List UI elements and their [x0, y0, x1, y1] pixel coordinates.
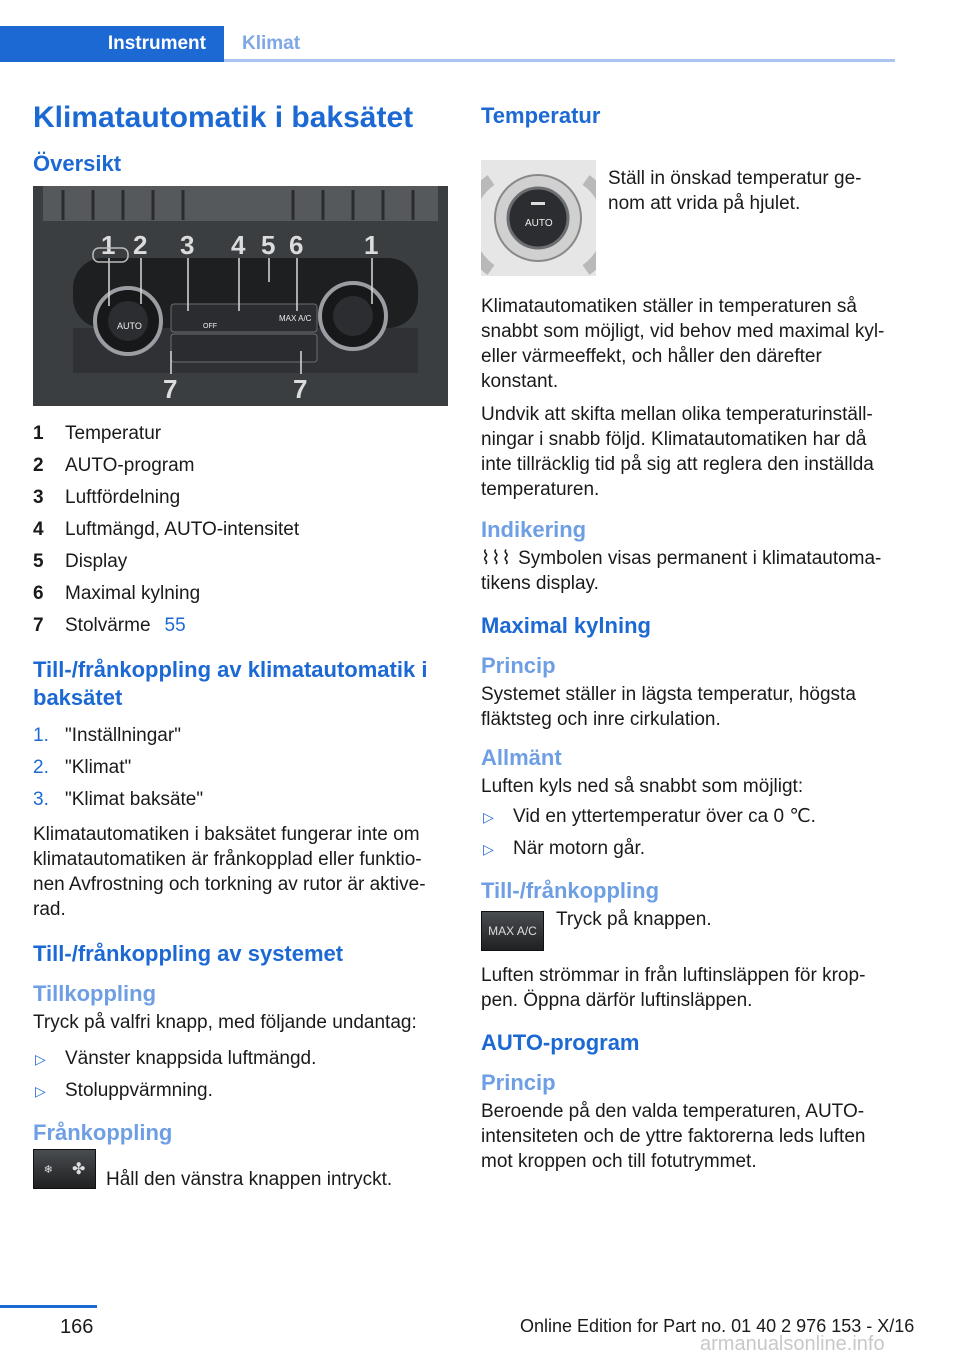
indication-heading: Indikering [481, 517, 587, 542]
auto-program-heading: AUTO-program [481, 1030, 640, 1055]
photo-max-label: MAX A/C [279, 314, 312, 323]
legend-item: 5 Display [33, 551, 128, 572]
dial-auto-label: AUTO [525, 218, 553, 229]
legend-item: 4 Luftmängd, AUTO-intensitet [33, 519, 300, 540]
step-item: 2. "Klimat" [33, 757, 132, 778]
photo-off-label: OFF [203, 323, 217, 330]
photo-callout-5: 5 [261, 230, 276, 260]
steps-list [33, 720, 448, 816]
off-button-thumbnail [33, 1149, 96, 1189]
left-column [33, 100, 448, 1204]
max-bullets [481, 801, 896, 865]
overview-heading: Översikt [33, 151, 122, 176]
max-onoff-heading: Till-/frånkoppling [481, 878, 660, 903]
on-text: Tryck på valfri knapp, med följande undantag: [33, 1012, 417, 1033]
edition-note: Online Edition for Part no. 01 40 2 976 153 - X/16 [520, 1316, 915, 1336]
legend-item: 7 Stolvärme 55 [33, 610, 448, 642]
temperature-dial-image [481, 160, 596, 276]
bullet-item: ▷ Vänster knappsida luftmängd. [33, 1043, 448, 1075]
step-item: 3. "Klimat baksäte" [33, 789, 204, 810]
off-heading: Frånkoppling [33, 1120, 173, 1145]
seat-off-icon: ❄ [43, 1163, 53, 1176]
onoff-heading: Till-/frånkoppling av klimatautomatik i baksätet [33, 657, 428, 710]
on-bullets [33, 1043, 448, 1107]
legend-list [33, 418, 448, 642]
max-onoff-p: Luften strömmar in från luftinsläppen för krop-pen. Öppna därför luftinsläppen. [481, 965, 866, 1011]
header-divider [224, 59, 895, 62]
page-number: 166 [60, 1316, 94, 1338]
temperature-p2: Undvik att skifta mellan olika temperaturinställ-ningar i snabb följd. Klimatautomatiken har då inte tillräcklig tid på sig att reglera den inställda temperaturen. [481, 404, 874, 500]
system-heading: Till-/frånkoppling av systemet [33, 941, 344, 966]
rear-climate-panel-photo [33, 186, 448, 406]
chapter-tabs [0, 26, 895, 62]
off-text: Håll den vänstra knappen intryckt. [106, 1169, 393, 1190]
temperature-p1: Klimatautomatiken ställer in temperaturen så snabbt som möjligt, vid behov med maximal kyl- eller värmeeffekt, och håller den därefter konstant. [481, 296, 885, 392]
max-princip-text: Systemet ställer in lägsta temperatur, högsta fläktsteg och inre cirkulation. [481, 684, 856, 730]
triangle-bullet-icon: ▷ [483, 809, 494, 825]
max-princip-heading: Princip [481, 653, 556, 678]
legend-item: 2 AUTO-program [33, 455, 195, 476]
right-column [481, 100, 896, 1182]
legend-item: 6 Maximal kylning [33, 583, 201, 604]
triangle-bullet-icon: ▷ [35, 1051, 46, 1067]
photo-callout-7a: 7 [163, 374, 178, 404]
photo-callout-2: 2 [133, 230, 148, 260]
photo-callout-1: 1 [101, 230, 116, 260]
page-reference-link[interactable]: 55 [164, 615, 186, 636]
footer-divider [0, 1305, 97, 1308]
triangle-bullet-icon: ▷ [483, 841, 494, 857]
watermark: armanualsonline.info [700, 1333, 885, 1355]
indication-text: ⌇⌇⌇ Symbolen visas permanent i klimatautoma-tikens display. [481, 548, 882, 594]
bullet-item: ▷ När motorn går. [481, 833, 896, 865]
fan-icon: ✤ [72, 1161, 86, 1178]
on-heading: Tillkoppling [33, 981, 157, 1006]
photo-callout-4: 4 [231, 230, 246, 260]
max-onoff-text: Tryck på knappen. [556, 909, 712, 930]
tab-klimat[interactable]: Klimat [242, 33, 301, 54]
max-allmant-heading: Allmänt [481, 745, 562, 770]
auto-princip-heading: Princip [481, 1070, 556, 1095]
panel-illustration [33, 186, 448, 406]
bullet-item: ▷ Vid en yttertemperatur över ca 0 ℃. [481, 801, 896, 833]
photo-callout-7b: 7 [293, 374, 308, 404]
triangle-bullet-icon: ▷ [35, 1083, 46, 1099]
legend-item: 3 Luftfördelning [33, 487, 181, 508]
max-ac-label: MAX A/C [488, 924, 537, 938]
auto-princip-text: Beroende på den valda temperaturen, AUTO-intensiteten och de yttre faktorerna leds luften mot kroppen och till fotutrymmet. [481, 1101, 866, 1172]
max-allmant-text: Luften kyls ned så snabbt som möjligt: [481, 776, 804, 797]
temperature-heading: Temperatur [481, 103, 601, 128]
legend-item: 1 Temperatur [33, 423, 162, 444]
off-row [33, 1149, 448, 1192]
seat-heating-icon: ⌇⌇⌇ [481, 548, 519, 569]
photo-auto-label: AUTO [117, 321, 142, 331]
max-ac-button-thumbnail [481, 911, 544, 951]
max-cooling-heading: Maximal kylning [481, 613, 651, 638]
page-title: Klimatautomatik i baksätet [33, 101, 414, 134]
tab-instrument[interactable]: Instrument [0, 26, 224, 62]
photo-callout-1b: 1 [364, 230, 379, 260]
photo-callout-6: 6 [289, 230, 304, 260]
temperature-row [481, 126, 896, 276]
temperature-intro: Ställ in önskad temperatur ge-nom att vrida på hjulet. [608, 168, 862, 214]
max-onoff-row [481, 907, 896, 951]
step-item: 1. "Inställningar" [33, 725, 181, 746]
photo-callout-3: 3 [180, 230, 195, 260]
bullet-item: ▷ Stoluppvärmning. [33, 1075, 448, 1107]
onoff-note: Klimatautomatiken i baksätet fungerar inte om klimatautomatiken är frånkopplad eller funktio-nen Avfrostning och torkning av rutor är aktive-rad. [33, 824, 426, 920]
